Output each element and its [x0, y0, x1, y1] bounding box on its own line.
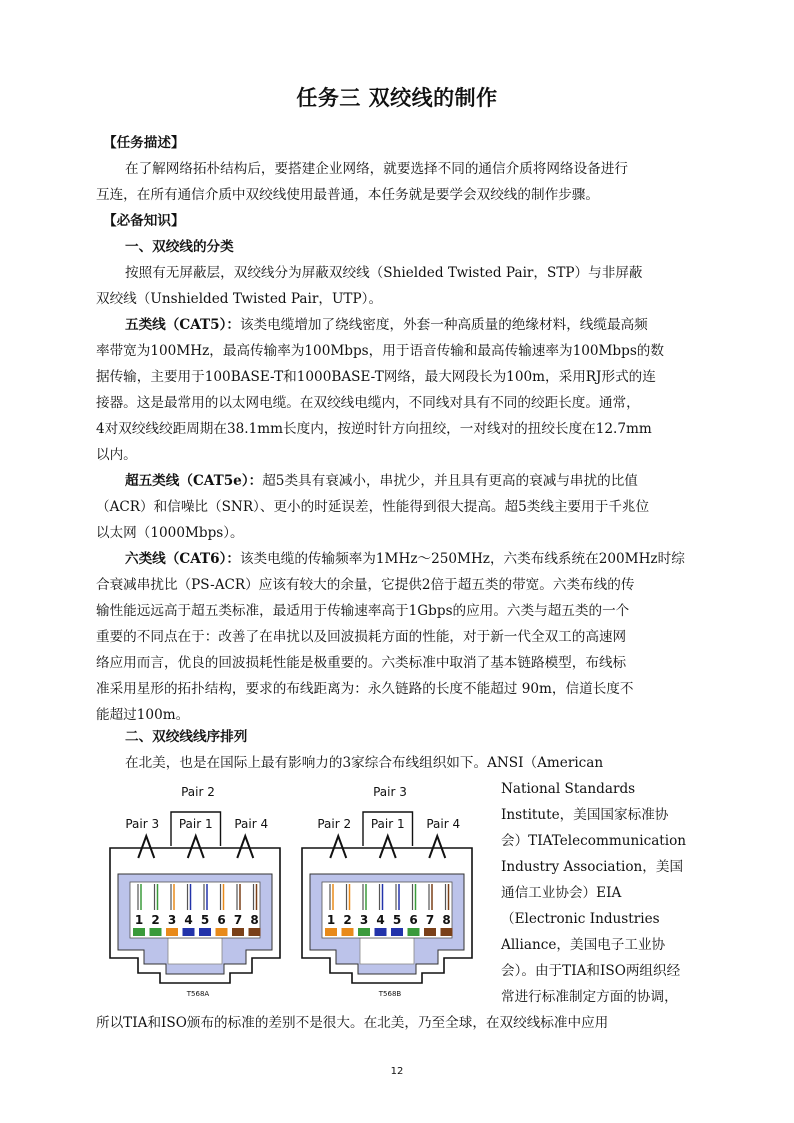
pair-label: Pair 3	[125, 817, 160, 831]
cat6-label: 六类线（CAT6）：	[125, 551, 240, 567]
pin-number: 7	[233, 913, 243, 927]
pin-color-block	[183, 928, 195, 936]
pair-label: Pair 4	[426, 817, 461, 831]
pin-number: 6	[409, 913, 418, 927]
paragraph-line: 合衰减串扰比（PS-ACR）应该有较大的余量，它提供2倍于超五类的带宽。六类布线的传	[96, 577, 635, 593]
paragraph-line: 所以TIA和ISO颁布的标准的差别不是很大。在北美，乃至全球，在双绞线标准中应用	[96, 1015, 609, 1031]
side-text-line: 通信工业协会）EIA	[501, 885, 622, 901]
pin-number: 5	[392, 913, 402, 927]
pin-color-block	[408, 928, 420, 936]
paragraph-line: 五类线（CAT5）：该类电缆增加了绕线密度，外套一种高质量的绝缘材料，线缆最高频	[125, 317, 648, 333]
pin-color-block	[232, 928, 244, 936]
side-text-line: 会）TIATelecommunication	[501, 833, 687, 849]
side-text-line: National Standards	[501, 781, 636, 797]
paragraph-line: 重要的不同点在于：改善了在串扰以及回波损耗方面的性能，对于新一代全双工的高速网	[96, 629, 627, 645]
t568a-connector	[110, 785, 280, 998]
paragraph-line: 互连，在所有通信介质中双绞线使用最普通，本任务就是要学会双绞线的制作步骤。	[96, 187, 599, 203]
pin-number: 2	[343, 913, 352, 927]
task-description-heading: 【任务描述】	[103, 135, 185, 151]
paragraph-line: 双绞线（Unshielded Twisted Pair，UTP）。	[96, 291, 383, 307]
paragraph-line: 以内。	[96, 447, 137, 463]
pair-arrow	[330, 836, 346, 858]
pin-number: 5	[200, 913, 210, 927]
paragraph-line: 超五类线（CAT5e）：超5类具有衰减小，串扰少，并且具有更高的衰减与串扰的比值	[125, 473, 638, 489]
side-text-line: Alliance，美国电子工业协	[501, 937, 666, 953]
pin-color-block	[216, 928, 228, 936]
pair-arrow	[237, 836, 253, 858]
pin-color-block	[358, 928, 370, 936]
pin-number: 1	[134, 913, 144, 927]
paragraph-line: 按照有无屏蔽层，双绞线分为屏蔽双绞线（Shielded Twisted Pair，STP）与非屏蔽	[125, 265, 643, 281]
connector-latch	[360, 938, 414, 964]
pair-label: Pair 4	[234, 817, 269, 831]
pin-number: 2	[151, 913, 160, 927]
section-heading-classification: 一、双绞线的分类	[125, 239, 234, 255]
connector-latch	[168, 938, 222, 964]
pin-color-block	[166, 928, 178, 936]
pin-color-block	[375, 928, 387, 936]
pair-label: Pair 1	[370, 817, 405, 831]
paragraph-line: 在北美，也是在国际上最有影响力的3家综合布线组织如下。ANSI（American	[125, 755, 604, 771]
pin-number: 3	[359, 913, 369, 927]
side-text-line: Institute，美国国家标准协	[501, 807, 669, 823]
t568b-connector	[302, 785, 472, 998]
paragraph-line: 准采用星形的拓扑结构，要求的布线距离为：永久链路的长度不能超过 90m，信道长度不	[96, 681, 634, 697]
pin-number: 6	[217, 913, 226, 927]
pin-color-block	[150, 928, 162, 936]
pair-label: Pair 1	[178, 817, 213, 831]
pin-color-block	[424, 928, 436, 936]
side-text-line: 会）。由于TIA和ISO两组织经	[501, 963, 681, 979]
pin-number: 1	[326, 913, 336, 927]
paragraph-line: 输性能远远高于超五类标准，最适用于传输速率高于1Gbps的应用。六类与超五类的一个	[96, 603, 630, 619]
pin-number: 3	[167, 913, 177, 927]
page-number: 12	[390, 1066, 404, 1077]
paragraph-line: （ACR）和信噪比（SNR）、更小的时延误差，性能得到很大提高。超5类线主要用于千兆位	[96, 499, 650, 515]
standard-caption: T568B	[378, 990, 402, 998]
pin-number: 8	[250, 913, 259, 927]
paragraph-line: 率带宽为100MHz，最高传输率为100Mbps，用于语音传输和最高传输速率为100Mbps的数	[96, 343, 664, 359]
paragraph-line: 4对双绞线绞距周期在38.1mm长度内，按逆时针方向扭绞，一对线对的扭绞长度在12.7mm	[96, 421, 652, 437]
pin-color-block	[199, 928, 211, 936]
pin-number: 4	[376, 913, 385, 927]
page-title: 任务三 双绞线的制作	[296, 86, 498, 110]
paragraph-line: 接器。这是最常用的以太网电缆。在双绞线电缆内，不同线对具有不同的绞距长度。通常，	[96, 395, 640, 411]
side-text-line: （Electronic Industries	[501, 911, 660, 927]
pair-label-top: Pair 3	[373, 785, 407, 799]
pin-number: 7	[425, 913, 435, 927]
paragraph-line: 六类线（CAT6）：该类电缆的传输频率为1MHz～250MHz，六类布线系统在200MHz时综	[125, 551, 685, 567]
pin-color-block	[342, 928, 354, 936]
pin-number: 4	[184, 913, 193, 927]
pin-color-block	[441, 928, 453, 936]
pin-color-block	[391, 928, 403, 936]
rj45-wiring-diagram	[100, 778, 490, 1000]
pair-label-top: Pair 2	[181, 785, 215, 799]
side-text-line: 常进行标准制定方面的协调，	[501, 989, 678, 1005]
pin-color-block	[325, 928, 337, 936]
pin-number: 8	[442, 913, 451, 927]
pin-color-block	[133, 928, 145, 936]
cat5-label: 五类线（CAT5）：	[125, 317, 240, 333]
paragraph-line: 络应用而言，优良的回波损耗性能是极重要的。六类标准中取消了基本链路模型，布线标	[96, 655, 627, 671]
paragraph-line: 据传输，主要用于100BASE-T和1000BASE-T网络，最大网段长为100m，采用RJ形式的连	[96, 369, 656, 385]
section-heading-wire-order: 二、双绞线线序排列	[125, 729, 248, 745]
pin-color-block	[249, 928, 261, 936]
paragraph-line: 在了解网络拓朴结构后，要搭建企业网络，就要选择不同的通信介质将网络设备进行	[125, 161, 628, 177]
pair-arrow	[380, 836, 396, 858]
standard-caption: T568A	[186, 990, 210, 998]
side-text-line: Industry Association，美国	[501, 859, 684, 875]
pair-arrow	[429, 836, 445, 858]
pair-arrow	[188, 836, 204, 858]
paragraph-line: 能超过100m。	[96, 707, 190, 723]
pair-label: Pair 2	[317, 817, 352, 831]
pair-arrow	[138, 836, 154, 858]
cat5e-label: 超五类线（CAT5e）：	[125, 473, 263, 489]
paragraph-line: 以太网（1000Mbps）。	[96, 525, 244, 541]
knowledge-heading: 【必备知识】	[103, 213, 185, 229]
